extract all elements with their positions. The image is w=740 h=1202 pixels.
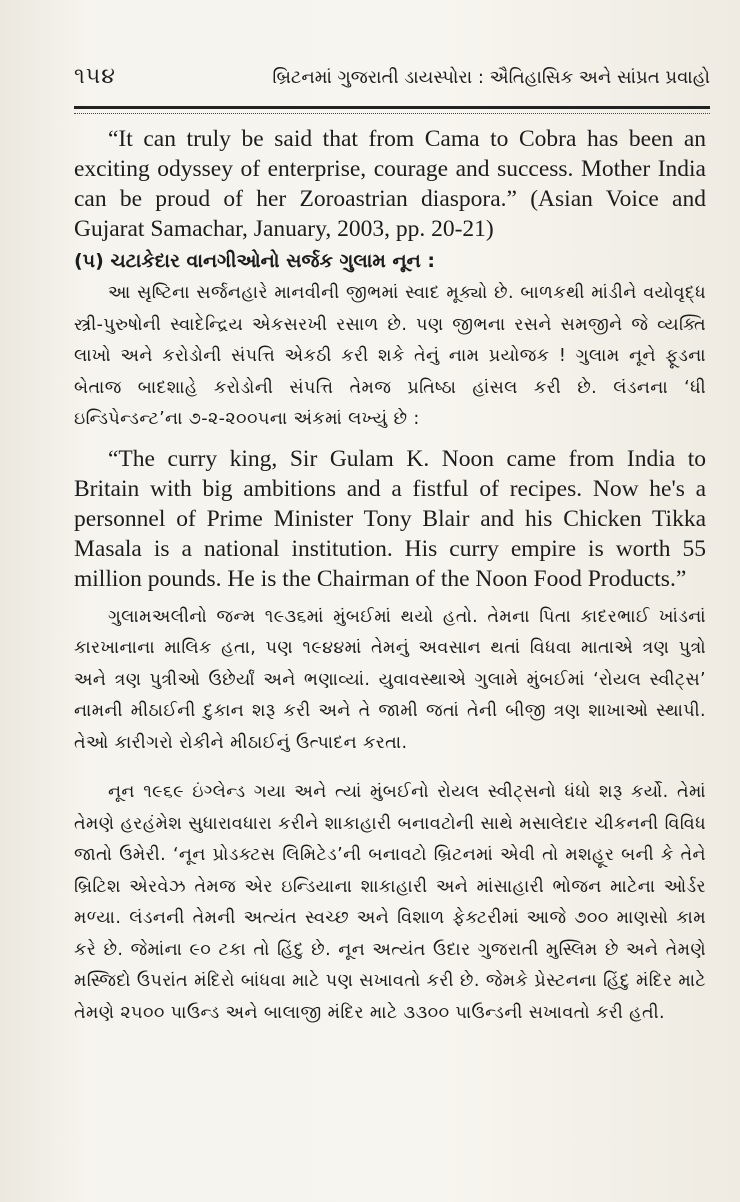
paragraph-noon-business: નૂન ૧૯૬૯ ઇંગ્લેન્ડ ગયા અને ત્યાં મુંબઈનો રોયલ સ્વીટ્સનો ધંધો શરૂ કર્યો. તેમાં તેમણે હરહંમેશ સુધારાવધારા કરીને શાકાહારી બનાવટોની સાથે મસાલેદાર ચીકનની વિવિધ જાતો ઉમેરી. ‘નૂન પ્રોડક્ટસ લિમિટેડ’ની બનાવટો બ્રિટનમાં એવી તો મશહૂર બની કે તેને બ્રિટિશ એરવેઝ તેમજ એર ઇન્ડિયાના શાકાહારી અને માંસાહારી ભોજન માટેના ઓર્ડર મળ્યા. લંડનની તેમની અત્યંત સ્વચ્છ અને વિશાળ ફેક્ટરીમાં આજે ૭૦૦ માણસો કામ કરે છે. જેમાંના ૯૦ ટકા તો હિંદુ છે. નૂન અત્યંત ઉદાર ગુજરાતી મુસ્લિમ છે અને તેમણે મસ્જિદો ઉપરાંત મંદિરો બાંધવા માટે પણ સખાવતો કરી છે. જેમકે પ્રેસ્ટનના હિંદુ મંદિર માટે તેમણે ૨૫૦૦ પાઉન્ડ અને બાલાજી મંદિર માટે ૩૩૦૦ પાઉન્ડની સખાવતો કરી હતી.	[74, 782, 706, 1023]
section-heading: (૫) ચટાકેદાર વાનગીઓનો સર્જક ગુલામ નૂન :	[74, 250, 435, 272]
paragraph-biography: ગુલામઅલીનો જન્મ ૧૯૩૬માં મુંબઈમાં થયો હતો. તેમના પિતા કાદરભાઈ ખાંડનાં કારખાનાના માલિક હતા, પણ ૧૯૪૪માં તેમનું અવસાન થતાં વિધવા માતાએ ત્રણ પુત્રો અને ત્રણ પુત્રીઓ ઉછેર્યાં અને ભણાવ્યાં. યુવાવસ્થાએ ગુલામે મુંબઈમાં ‘રોયલ સ્વીટ્સ’ નામની મીઠાઈની દુકાન શરૂ કરી અને તે જામી જતાં તેની બીજી ત્રણ શાખાઓ સ્થાપી. તેઓ કારીગરો રોકીને મીઠાઈનું ઉત્પાદન કરતા.	[74, 606, 706, 753]
running-title: બ્રિટનમાં ગુજરાતી ડાયસ્પોરા : ઐતિહાસિક અને સાંપ્રત પ્રવાહો	[272, 67, 710, 88]
quote-curry-king: “The curry king, Sir Gulam K. Noon came from India to Britain with big ambitions and a fistful of recipes. Now he's a personnel of Prime Minister Tony Blair and his Chicken Tikka Masala is a national institution. His curry empire is worth 55 million pounds. He is the Chairman of the Noon Food Products.”	[74, 445, 706, 592]
page-body	[74, 124, 706, 1029]
paragraph-intro: આ સૃષ્ટિના સર્જનહારે માનવીની જીભમાં સ્વાદ મૂક્યો છે. બાળકથી માંડીને વયોવૃદ્ધ સ્ત્રી-પુરુષોની સ્વાદેન્દ્રિય એકસરખી રસાળ છે. પણ જીભના રસને સમજીને જે વ્યક્તિ લાખો અને કરોડોની સંપત્તિ એકઠી કરી શકે તેનું નામ પ્રયોજક ! ગુલામ નૂને ફૂડના બેતાજ બાદશાહે કરોડોની સંપત્તિ તેમજ પ્રતિષ્ઠા હાંસલ કરી છે. લંડનના ‘ધી ઇન્ડિપેન્ડન્ટ’ના ૭-૨-૨૦૦૫ના અંકમાં લખ્યું છે :	[74, 283, 706, 429]
header-rule	[74, 106, 710, 109]
page-header	[74, 64, 710, 89]
quote-cama-to-cobra: “It can truly be said that from Cama to Cobra has been an exciting odyssey of enterprise, courage and success. Mother India can be proud of her Zoroastrian diaspora.” (Asian Voice and Gujarat Samachar, January, 2003, pp. 20-21)	[74, 126, 706, 242]
page-number: ૧૫૪	[74, 64, 116, 89]
